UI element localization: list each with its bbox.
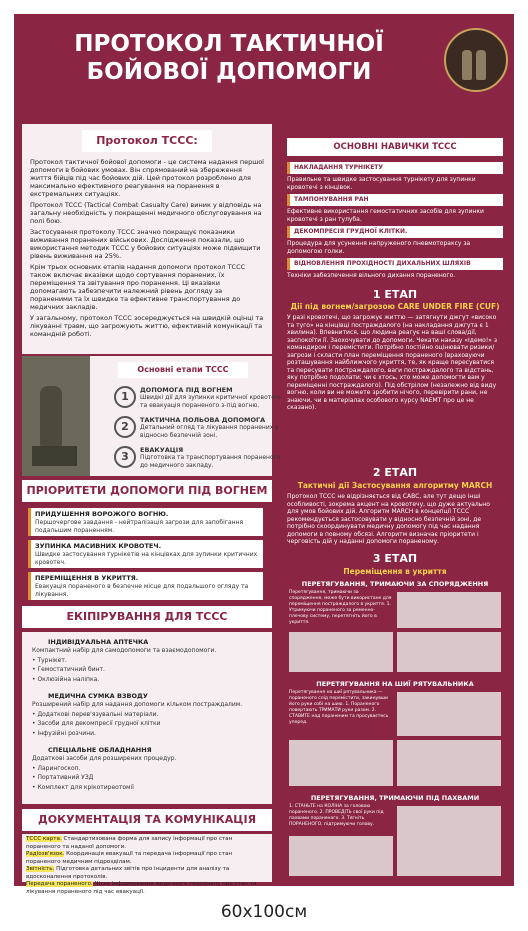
drag-gear-illustration-1 [397,592,501,628]
equipment-line: • Інфузійні розчини. [32,729,96,737]
drag-armpits-illustration-1 [289,836,393,876]
stage-text: Детальний огляд та лікування поранених у відносно безпечній зоні. [140,424,279,439]
drag-neck-illustration-3 [397,740,501,786]
protocol-p3: Застосування протоколу ТССС значно покращує показники виживання поранених військових. Дослідження показали, що використання методик ТССС у бойових ситуаціях може підвищити рівень виживання на 25%. [30,228,261,260]
skill-text: Ефективне використання гемостатичних засобів для зупинки кровотечі з ран тулуба. [287,208,484,223]
stages-panel [22,356,281,476]
doc-item [26,866,268,881]
equipment-line: Компактний набір для самодопомоги та взаємодопомоги. [32,647,217,654]
doc-term: Радіозв'язок. [26,851,65,857]
doc-text: Підготовка детальних звітів про інциденти для аналізу та вдосконалення протоколів. [26,866,230,880]
priority-text: Швидке застосування турнікетів на кінцівках для зупинки критичних кровотеч. [35,551,258,566]
protocol-p1: Протокол тактичної бойової допомоги - це система надання першої допомоги в бойових умовах. Він спрямований на збереження життя бійців під час бойових дій. Цей протокол розроблено для максимально ефективного реагування на поранення в екстремальних ситуаціях. [30,158,264,198]
title-line-1: ПРОТОКОЛ ТАКТИЧНОЇ [74,31,384,57]
equipment-title: МЕДИЧНА СУМКА ВЗВОДУ [48,692,148,700]
drag-armpits-panel [287,792,503,878]
equipment-line: • Оклюзійна наліпка. [32,675,100,683]
stage-title: ДОПОМОГА ПІД ВОГНЕМ [140,386,233,394]
protocol-panel [22,124,272,354]
priority-title: ПРИДУШЕННЯ ВОРОЖОГО ВОГНЮ. [35,510,169,518]
drag-gear-illustration-2 [289,632,393,672]
drag-neck-illustration-2 [289,740,393,786]
equipment-line: • Ларингоскоп. [32,764,81,772]
stage-item-3 [121,446,285,469]
equipment-line: • Додаткові перев'язувальні матеріали. [32,710,159,718]
stage-title: ЕВАКУАЦІЯ [140,446,184,454]
drag-armpits-caption: ПЕРЕТЯГУВАННЯ, ТРИМАЮЧИ ПІД ПАХВАМИ [310,794,480,802]
doc-term: ТССС карта. [26,836,62,842]
etap2-label: 2 ЕТАП [372,466,418,479]
protocol-heading: Протокол ТССС: [82,130,212,152]
etap1-label: 1 ЕТАП [372,288,418,301]
skill-title: ТАМПОНУВАННЯ РАН [287,194,503,206]
stage-item-2 [121,416,285,439]
stages-heading: Основні етапи ТССС [118,362,248,378]
equipment-item-1 [28,636,264,688]
priority-title: ЗУПИНКА МАСИВНИХ КРОВОТЕЧ. [35,542,162,550]
skill-text: Техніки забезпечення вільного дихання пораненого. [287,272,456,279]
skill-title: ВІДНОВЛЕННЯ ПРОХІДНОСТІ ДИХАЛЬНИХ ШЛЯХІВ [287,258,503,270]
stage-text: Підготовка та транспортування пораненого до медичного закладу. [140,454,281,469]
equipment-panel [22,632,272,804]
doc-text: Координація евакуації та передача інформації про стан пораненого медичним підрозділам. [26,851,233,865]
docs-heading: ДОКУМЕНТАЦІЯ ТА КОМУНІКАЦІЯ [22,809,272,831]
equipment-line: • Турнікет. [32,656,67,664]
skills-heading: ОСНОВНІ НАВИЧКИ ТССС [287,138,503,156]
protocol-text [30,158,264,338]
skill-title: ДЕКОМПРЕСІЯ ГРУДНОЇ КЛІТКИ. [287,226,503,238]
doc-term: Передача пораненого. [26,881,93,887]
doc-text: Стандартизована форма для запису інформації про стан пораненого та наданої допомоги. [26,836,233,850]
right-column [279,132,511,882]
equipment-line: Додаткові засоби для розширених процедур. [32,755,177,762]
drag-by-gear-panel [287,578,503,674]
drag-armpits-text: 1. СТАНЬТЕ на КОЛІНА за головою пораненого. 2. ПРОВЕДІТЬ свої руки під пахвами пораненого. 3. Тягніть ПОРАНЕНОГО, підтримуючи голову. [289,804,384,827]
equipment-title: ІНДИВІДУАЛЬНА АПТЕЧКА [48,638,149,646]
stage-number: 1 [114,386,136,408]
priority-title: ПЕРЕМІЩЕННЯ В УКРИТТЯ. [35,574,139,582]
doc-term: Звітність. [26,866,55,872]
stage-text: Швидкі дії для зупинки критичної кровотечі та евакуація пораненого з-під вогню. [140,394,281,409]
priority-text: Евакуація пораненого в безпечне місце для подальшого огляду та лікування. [35,583,249,598]
drag-gear-illustration-3 [397,632,501,672]
equipment-line: • Гемостатичний бинт. [32,666,105,673]
priority-item-2 [28,540,263,568]
equipment-item-3 [28,744,264,796]
drag-gear-caption: ПЕРЕТЯГУВАННЯ, ТРИМАЮЧИ ЗА СПОРЯДЖЕННЯ [301,580,489,588]
skill-title: НАКЛАДАННЯ ТУРНІКЕТУ [287,162,503,174]
etap2-text: Протокол ТССС не відрізняється від CABC, але тут дещо інші особливості, зокрема акцент на кровотечу, що дуже актуально для умов бойових дій. Алгоритм MARCH в концепції ТССС рекомендується застосовувати у відносно безпечній зоні, де потрібно скоординувати медичну допомогу під час надання допомоги в повному обсязі. Алгоритм визначає пріоритети і черговість дій у наданні допомоги пораненому. [287,493,490,545]
drag-neck-panel [287,678,503,788]
priority-item-3 [28,572,263,600]
stage-number: 2 [114,416,136,438]
equipment-line: • Засоби для декомпресії грудної клітки [32,720,161,727]
title-line-2: БОЙОВОЇ ДОПОМОГИ [86,59,372,85]
skill-text: Процедура для усунення напруженого пневмотораксу за допомогою голки. [287,240,471,255]
protocol-p5: У загальному, протокол ТССС зосереджується на швидкій оцінці та лікуванні травм, що загрожують життю, ефективній комунікації та командній роботі. [30,314,264,338]
priorities-heading: ПРІОРИТЕТИ ДОПОМОГИ ПІД ВОГНЕМ [22,480,272,502]
soldiers-photo [22,356,90,476]
etap1-subtitle: Дії під вогнем/загрозою CARE UNDER FIRE (CUF) [290,302,500,311]
drag-gear-text: Перетягування, тримаючи за спорядження, може бути використане для переміщення постраждалого в укриття. 1. Утримуючи пораненого за ременно-плечову систему, перетягніть його в укриття. [289,590,392,625]
etap3-subtitle: Переміщення в укриття [343,567,447,576]
equipment-heading: ЕКІПІРУВАННЯ ДЛЯ ТССС [22,606,272,628]
priority-item-1 [28,508,263,536]
skill-text: Правильне та швидке застосування турнікету для зупинки кровотечі з кінцівок. [287,176,476,191]
etap2-subtitle: Тактичні дії Застосування алгоритму MARCH [297,481,493,490]
size-label: 60х100см [220,902,308,922]
doc-text: Чітке інформування медичного персоналу про стан та лікування пораненого під час евакуації. [26,881,257,895]
doc-item [26,836,268,851]
priority-text: Першочергове завдання - нейтралізація загрози для запобігання подальшим пораненням. [35,519,244,534]
equipment-line: Розширений набір для надання допомоги кільком постраждалим. [32,701,243,708]
drag-neck-illustration-1 [397,692,501,736]
stage-item-1 [121,386,285,409]
emblem-logo [444,28,508,92]
doc-item [26,881,268,896]
protocol-p4: Крім трьох основних етапів надання допомоги протокол ТССС також включає вказівки щодо сортування поранених, їх переміщення та звітування про поранення. Ці вказівки допомагають забезпечити належний рівень догляду за пораненими та їх швидке та ефективне транспортування до медичних закладів. [30,263,246,311]
poster-title [14,30,444,86]
stage-number: 3 [114,446,136,468]
equipment-line: • Портативний УЗД [32,774,94,781]
protocol-p2: Протокол TCCC (Tactical Combat Casualty Care) виник у відповідь на загальну необхідність у покращенні медичного обслуговування на полі бою. [30,201,262,225]
poster-stand [14,14,514,895]
drag-neck-text: Перетягування на шиї рятувальника — пораненого слід перемістити, закинувши його руки собі на шию. 1. Пораненого повертають ТРИМАТИ руки разом. 2. СТАВИТЕ над пораненим та просуваєтесь уперед. [289,690,389,725]
equipment-title: СПЕЦІАЛЬНЕ ОБЛАДНАННЯ [48,746,152,754]
drag-armpits-illustration-2 [397,806,501,876]
docs-text [26,836,268,896]
etap3-label: 3 ЕТАП [372,552,418,565]
equipment-line: • Комплект для крікотиреотомії [32,783,134,791]
stage-title: ТАКТИЧНА ПОЛЬОВА ДОПОМОГА [140,416,266,424]
doc-item [26,851,268,866]
docs-panel [22,834,272,895]
equipment-item-2 [28,690,264,742]
drag-neck-caption: ПЕРЕТЯГУВАННЯ НА ШИЇ РЯТУВАЛЬНИКА [316,680,474,688]
etap1-text: У разі кровотечі, що загрожує життю — затягнути джгут «високо та туго» на кінцівці постраждалого (на накладання джгута є 1 хвилина). Впевнитися, що людина реагує на ваші слова/дії, заспокоїти її. Заохочувати до допомоги. Чекати наказу «Ідемо!» з командиром і перемістити. Потрібно постійно оцінювати ризики/загрози і скласти план переміщення пораненого (враховуючи розташування найближчого укриття, те, як краще пересуватися та пересувати постраждалого, ваги постраждалого та відстань, яку потрібно подолати; чи є хтось, хто може допомогти вам у переміщенні постраждалого). Під обстрілом (незалежно від виду вогню, коли ви не можете зробити нічого, перевірити рани, не знаючи, чи в матеріалах особового курсу NAEMT про це не сказано). [287,314,498,411]
